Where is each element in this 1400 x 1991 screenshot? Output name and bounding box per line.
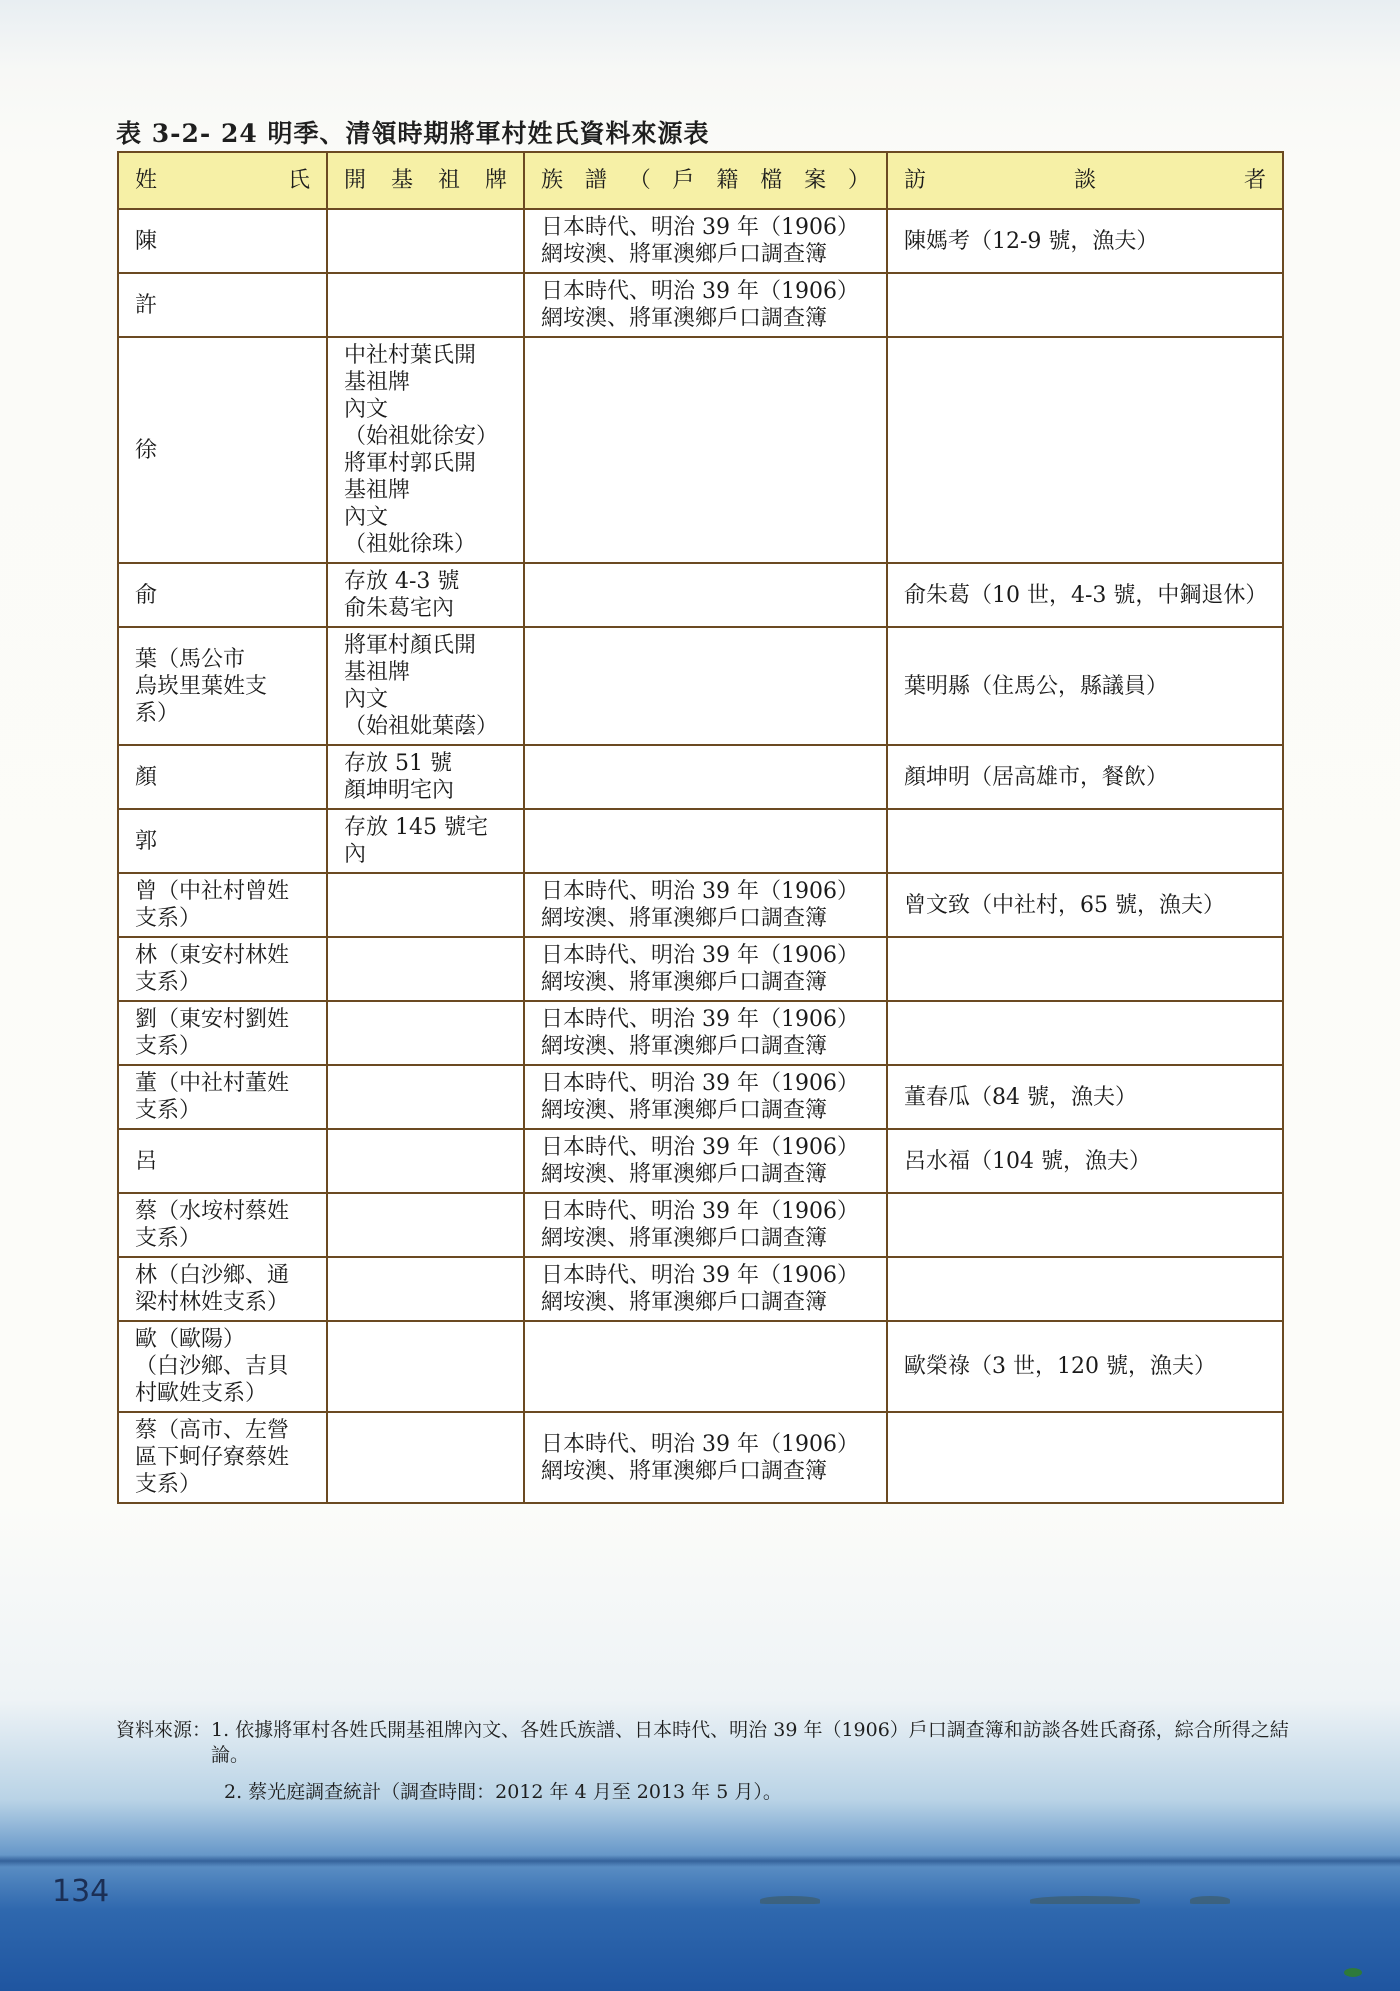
island-decoration bbox=[1030, 1896, 1140, 1904]
header-char: ） bbox=[847, 168, 870, 193]
cell-genealogy: 日本時代、明治 39 年（1906） 網垵澳、將軍澳鄉戶口調查簿 bbox=[524, 1257, 887, 1321]
page-number: 134 bbox=[52, 1874, 110, 1909]
cell-surname: 劉（東安村劉姓 支系） bbox=[118, 1001, 327, 1065]
note-1: 1. 依據將軍村各姓氏開基祖牌內文、各姓氏族譜、日本時代、明治 39 年（1906）戶口調查簿和訪談各姓氏裔孫，綜合所得之結論。 bbox=[211, 1719, 1289, 1766]
notes-lead: 資料來源： bbox=[116, 1719, 212, 1741]
cell-ancestral-tablet bbox=[327, 1257, 524, 1321]
surname-source-table bbox=[117, 151, 1284, 1504]
cell-ancestral-tablet bbox=[327, 1412, 524, 1503]
cell-surname: 呂 bbox=[118, 1129, 327, 1193]
header-genealogy bbox=[524, 152, 887, 209]
header-char: 檔 bbox=[760, 168, 783, 193]
cell-surname: 許 bbox=[118, 273, 327, 337]
cell-interviewee bbox=[887, 1001, 1283, 1065]
cell-interviewee: 葉明縣（住馬公，縣議員） bbox=[887, 627, 1283, 745]
cell-genealogy bbox=[524, 563, 887, 627]
cell-ancestral-tablet bbox=[327, 1065, 524, 1129]
cell-interviewee: 董春瓜（84 號，漁夫） bbox=[887, 1065, 1283, 1129]
cell-surname: 林（白沙鄉、通 梁村林姓支系） bbox=[118, 1257, 327, 1321]
plant-decoration bbox=[1344, 1968, 1362, 1977]
table-row bbox=[118, 809, 1283, 873]
cell-genealogy: 日本時代、明治 39 年（1906） 網垵澳、將軍澳鄉戶口調查簿 bbox=[524, 1193, 887, 1257]
cell-ancestral-tablet: 中社村葉氏開 基祖牌 內文 （始祖妣徐安） 將軍村郭氏開 基祖牌 內文 （祖妣徐珠） bbox=[327, 337, 524, 563]
header-char: 牌 bbox=[484, 168, 507, 193]
table-row bbox=[118, 937, 1283, 1001]
note-2: 2. 蔡光庭調查統計（調查時間：2012 年 4 月至 2013 年 5 月）。 bbox=[224, 1781, 782, 1803]
sea-horizon bbox=[0, 1855, 1400, 1867]
cell-ancestral-tablet: 存放 4-3 號 俞朱葛宅內 bbox=[327, 563, 524, 627]
cell-interviewee: 歐榮祿（3 世，120 號，漁夫） bbox=[887, 1321, 1283, 1412]
source-notes bbox=[116, 1718, 1296, 1805]
header-char: 籍 bbox=[716, 168, 739, 193]
table-row bbox=[118, 563, 1283, 627]
table-row bbox=[118, 1257, 1283, 1321]
cell-genealogy: 日本時代、明治 39 年（1906） 網垵澳、將軍澳鄉戶口調查簿 bbox=[524, 1065, 887, 1129]
cell-ancestral-tablet bbox=[327, 1129, 524, 1193]
cell-surname: 董（中社村董姓 支系） bbox=[118, 1065, 327, 1129]
table-title: 表 3-2- 24 明季、清領時期將軍村姓氏資料來源表 bbox=[116, 119, 710, 148]
cell-genealogy: 日本時代、明治 39 年（1906） 網垵澳、將軍澳鄉戶口調查簿 bbox=[524, 273, 887, 337]
cell-ancestral-tablet: 將軍村顏氏開 基祖牌 內文 （始祖妣葉蔭） bbox=[327, 627, 524, 745]
cell-surname: 郭 bbox=[118, 809, 327, 873]
cell-interviewee: 俞朱葛（10 世，4-3 號，中鋼退休） bbox=[887, 563, 1283, 627]
cell-surname: 俞 bbox=[118, 563, 327, 627]
table-row bbox=[118, 1065, 1283, 1129]
header-char: 基 bbox=[390, 168, 413, 193]
cell-genealogy: 日本時代、明治 39 年（1906） 網垵澳、將軍澳鄉戶口調查簿 bbox=[524, 1129, 887, 1193]
table-row bbox=[118, 627, 1283, 745]
cell-interviewee bbox=[887, 937, 1283, 1001]
cell-interviewee bbox=[887, 1412, 1283, 1503]
header-char: 氏 bbox=[287, 168, 310, 193]
cell-interviewee: 顏坤明（居高雄市，餐飲） bbox=[887, 745, 1283, 809]
cell-genealogy: 日本時代、明治 39 年（1906） 網垵澳、將軍澳鄉戶口調查簿 bbox=[524, 937, 887, 1001]
cell-surname: 林（東安村林姓 支系） bbox=[118, 937, 327, 1001]
cell-surname: 蔡（高市、左營 區下蚵仔寮蔡姓 支系） bbox=[118, 1412, 327, 1503]
cell-interviewee: 曾文致（中社村，65 號，漁夫） bbox=[887, 873, 1283, 937]
cell-ancestral-tablet bbox=[327, 873, 524, 937]
header-char: 案 bbox=[804, 168, 827, 193]
header-char: 族 bbox=[541, 168, 564, 193]
table-row bbox=[118, 745, 1283, 809]
cell-genealogy bbox=[524, 745, 887, 809]
table-row bbox=[118, 273, 1283, 337]
table-row bbox=[118, 873, 1283, 937]
cell-interviewee: 陳媽考（12-9 號，漁夫） bbox=[887, 209, 1283, 273]
cell-genealogy bbox=[524, 1321, 887, 1412]
cell-ancestral-tablet bbox=[327, 937, 524, 1001]
cell-ancestral-tablet bbox=[327, 209, 524, 273]
cell-interviewee bbox=[887, 337, 1283, 563]
cell-interviewee bbox=[887, 1257, 1283, 1321]
cell-interviewee: 呂水福（104 號，漁夫） bbox=[887, 1129, 1283, 1193]
header-char: 訪 bbox=[904, 168, 927, 193]
cell-ancestral-tablet: 存放 145 號宅 內 bbox=[327, 809, 524, 873]
cell-surname: 顏 bbox=[118, 745, 327, 809]
header-char: 姓 bbox=[135, 168, 158, 193]
header-interviewee bbox=[887, 152, 1283, 209]
cell-interviewee bbox=[887, 273, 1283, 337]
header-char: 戶 bbox=[672, 168, 695, 193]
island-decoration bbox=[1190, 1896, 1230, 1904]
cell-surname: 葉（馬公市 烏崁里葉姓支 系） bbox=[118, 627, 327, 745]
header-char: 者 bbox=[1243, 168, 1266, 193]
table-row bbox=[118, 1412, 1283, 1503]
cell-interviewee bbox=[887, 1193, 1283, 1257]
cell-ancestral-tablet: 存放 51 號 顏坤明宅內 bbox=[327, 745, 524, 809]
table-row bbox=[118, 1001, 1283, 1065]
cell-genealogy: 日本時代、明治 39 年（1906） 網垵澳、將軍澳鄉戶口調查簿 bbox=[524, 873, 887, 937]
cell-surname: 曾（中社村曾姓 支系） bbox=[118, 873, 327, 937]
header-char: 開 bbox=[344, 168, 367, 193]
header-ancestral-tablet bbox=[327, 152, 524, 209]
cell-surname: 歐（歐陽） （白沙鄉、吉貝 村歐姓支系） bbox=[118, 1321, 327, 1412]
table-row bbox=[118, 1321, 1283, 1412]
island-decoration bbox=[760, 1896, 820, 1904]
table-row bbox=[118, 337, 1283, 563]
header-char: 譜 bbox=[584, 168, 607, 193]
cell-surname: 陳 bbox=[118, 209, 327, 273]
cell-ancestral-tablet bbox=[327, 1321, 524, 1412]
cell-genealogy bbox=[524, 627, 887, 745]
header-row bbox=[118, 152, 1283, 209]
table-row bbox=[118, 209, 1283, 273]
cell-genealogy: 日本時代、明治 39 年（1906） 網垵澳、將軍澳鄉戶口調查簿 bbox=[524, 1412, 887, 1503]
cell-genealogy: 日本時代、明治 39 年（1906） 網垵澳、將軍澳鄉戶口調查簿 bbox=[524, 209, 887, 273]
header-char: 祖 bbox=[437, 168, 460, 193]
cell-interviewee bbox=[887, 809, 1283, 873]
table-row bbox=[118, 1129, 1283, 1193]
cell-genealogy: 日本時代、明治 39 年（1906） 網垵澳、將軍澳鄉戶口調查簿 bbox=[524, 1001, 887, 1065]
cell-ancestral-tablet bbox=[327, 1193, 524, 1257]
cell-ancestral-tablet bbox=[327, 1001, 524, 1065]
header-surname bbox=[118, 152, 327, 209]
cell-genealogy bbox=[524, 337, 887, 563]
cell-surname: 徐 bbox=[118, 337, 327, 563]
cell-surname: 蔡（水垵村蔡姓 支系） bbox=[118, 1193, 327, 1257]
header-char: （ bbox=[628, 168, 651, 193]
table-row bbox=[118, 1193, 1283, 1257]
cell-ancestral-tablet bbox=[327, 273, 524, 337]
cell-genealogy bbox=[524, 809, 887, 873]
header-char: 談 bbox=[1073, 168, 1096, 193]
